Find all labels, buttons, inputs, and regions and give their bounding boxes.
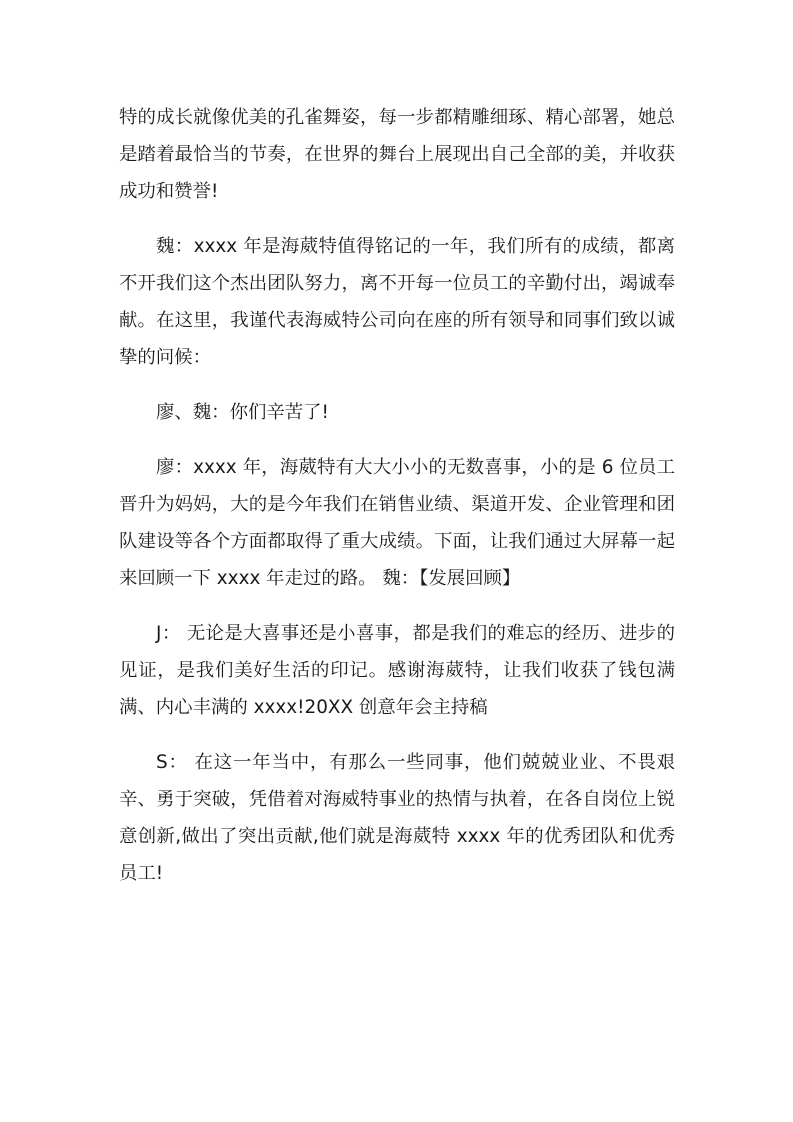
paragraph-wei-intro: 魏：xxxx 年是海葳特值得铭记的一年，我们所有的成绩，都离不开我们这个杰出团队努力，离不开每一位员工的辛勤付出，竭诚奉献。在这里，我谨代表海威特公司向在座的所有领导和同事们致以诚挚的问候：: [119, 236, 675, 368]
paragraph-j-remarks: J： 无论是大喜事还是小喜事，都是我们的难忘的经历、进步的见证，是我们美好生活的印记。感谢海葳特，让我们收获了钱包满满、内心丰满的 xxxx!20XX 创意年会主持稿: [119, 623, 675, 718]
document-body: [119, 99, 675, 910]
paragraph-s-remarks: S： 在这一年当中，有那么一些同事，他们兢兢业业、不畏艰辛、勇于突破，凭借着对海威特事业的热情与执着，在各自岗位上锐意创新,做出了突出贡献,他们就是海葳特 xxxx 年的优秀团队和优秀员工!: [119, 752, 675, 884]
paragraph-liao-wei-greeting: 廖、魏：你们辛苦了!: [156, 402, 329, 423]
paragraph-continuation: 特的成长就像优美的孔雀舞姿，每一步都精雕细琢、精心部署，她总是踏着最恰当的节奏，在世界的舞台上展现出自己全部的美，并收获成功和赞誉!: [119, 107, 675, 202]
paragraph-liao-review: 廖：xxxx 年，海葳特有大大小小的无数喜事，小的是 6 位员工晋升为妈妈，大的是今年我们在销售业绩、渠道开发、企业管理和团队建设等各个方面都取得了重大成绩。下面，让我们通过大屏幕一起来回顾一下 xxxx 年走过的路。 魏：【发展回顾】: [119, 457, 675, 589]
